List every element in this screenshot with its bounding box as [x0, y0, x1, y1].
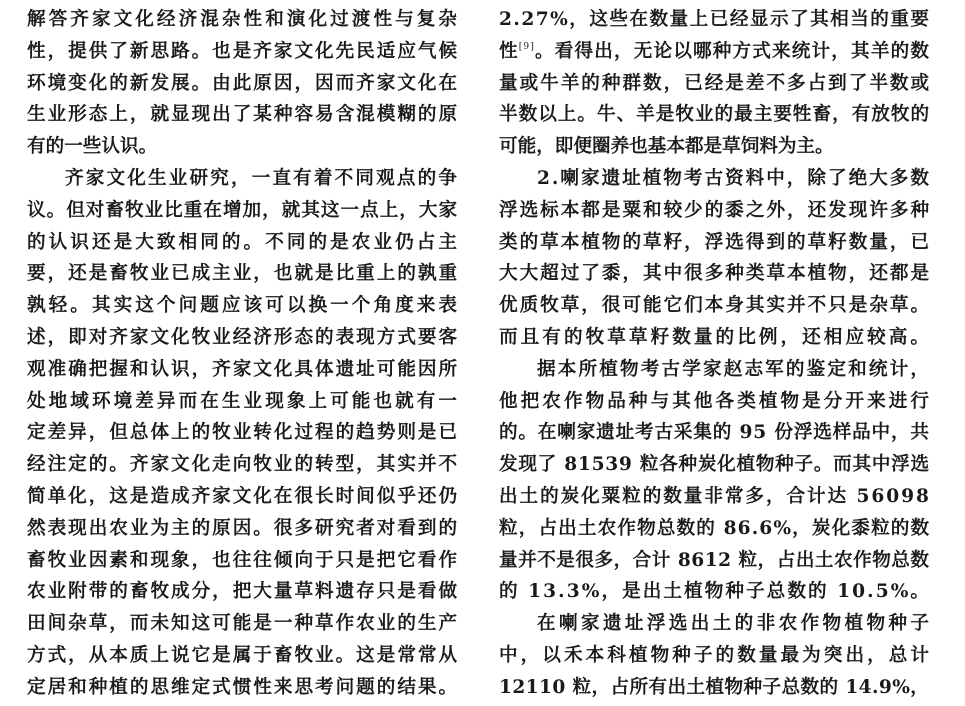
text-line [27, 608, 460, 640]
text-line [499, 640, 933, 672]
line-text-continued: 。看得出，无论以哪种方式来统计，其羊的数 [535, 40, 931, 62]
right-text-column [499, 4, 933, 704]
line-text: 述，即对齐家文化牧业经济形态的表现方式要客 [27, 326, 460, 348]
text-line [499, 481, 929, 513]
text-line [499, 449, 929, 481]
line-text: 生业形态上，就显现出了某种容易含混模糊的原 [27, 104, 460, 126]
line-text: 齐家文化生业研究，一直有着不同观点的争 [65, 167, 460, 189]
line-text: 大大超过了黍，其中很多种类草本植物，还都是 [499, 263, 932, 285]
line-text: 农业附带的畜牧成分，把大量草料遗存只是看做 [27, 581, 460, 603]
text-line [499, 99, 929, 131]
text-line [499, 608, 933, 640]
text-line [499, 672, 929, 704]
text-line [499, 68, 932, 100]
text-line [499, 227, 932, 259]
line-text: 环境变化的新发展。由此原因，因而齐家文化在 [27, 72, 460, 94]
line-text: 他把农作物品种与其他各类植物是分开来进行 [499, 390, 933, 412]
line-text: 发现了 81539 粒各种炭化植物种子。而其中浮选 [499, 454, 930, 476]
line-text: 半数以上。牛、羊是牧业的最主要牲畜，有放牧的 [499, 104, 931, 126]
line-text: 定居和种植的思维定式惯性来思考问题的结果。 [27, 676, 460, 698]
text-line [27, 258, 460, 290]
left-text-column [27, 4, 461, 704]
text-line [27, 672, 460, 704]
line-text: 的。在喇家遗址考古采集的 95 份浮选样品中，共 [499, 422, 930, 444]
text-line [27, 290, 461, 322]
text-line [27, 576, 460, 608]
text-line [499, 4, 929, 36]
text-line [27, 36, 460, 68]
line-text: 要，还是畜牧业已成主业，也就是比重上的孰重 [27, 263, 460, 285]
line-text: 田间杂草，而未知这可能是一种草作农业的生产 [27, 613, 460, 635]
line-text: 有的一些认识。 [27, 136, 158, 158]
line-text: 粒，占出土农作物总数的 86.6%，炭化黍粒的数 [499, 517, 931, 539]
text-line [499, 513, 929, 545]
line-text: 而且有的牧草草籽数量的比例，还相应较高。 [499, 326, 933, 348]
line-text: 12110 粒，占所有出土植物种子总数的 14.9%， [499, 676, 930, 698]
line-text: 观准确把握和认识，齐家文化具体遗址可能因所 [27, 358, 460, 380]
line-text: 性，提供了新思路。也是齐家文化先民适应气候 [27, 40, 460, 62]
line-text: 经注定的。齐家文化走向牧业的转型，其实并不 [27, 454, 460, 476]
line-text: 方式，从本质上说它是属于畜牧业。这是常常从 [27, 644, 460, 666]
text-line [27, 417, 460, 449]
line-text: 议。但对畜牧业比重在增加，就其这一点上，大家 [27, 199, 459, 221]
text-line [27, 68, 460, 100]
line-text: 2.喇家遗址植物考古资料中，除了绝大多数 [537, 167, 931, 189]
line-text: 据本所植物考古学家赵志军的鉴定和统计， [537, 358, 932, 380]
text-line [499, 576, 932, 608]
line-text: 解答齐家文化经济混杂性和演化过渡性与复杂 [27, 9, 461, 30]
line-text: 性 [499, 40, 519, 62]
text-line [499, 258, 932, 290]
line-text: 量或牛羊的种群数，已经是差不多占到了半数或 [499, 72, 932, 94]
line-text: 畜牧业因素和现象，也往往倾向于只是把它看作 [27, 549, 460, 571]
line-text: 简单化，这是造成齐家文化在很长时间似乎还仍 [27, 485, 460, 507]
line-text: 优质牧草，很可能它们本身其实并不只是杂草。 [499, 295, 932, 317]
text-line [499, 386, 933, 418]
text-line [27, 195, 457, 227]
text-line [27, 4, 461, 36]
line-text: 2.27%，这些在数量上已经显示了其相当的重要 [499, 9, 931, 30]
text-line [27, 354, 460, 386]
text-line [27, 131, 457, 163]
line-text: 量并不是很多，合计 8612 粒，占出土农作物总数 [499, 549, 930, 571]
text-line [27, 99, 460, 131]
text-line [499, 290, 932, 322]
text-line [499, 36, 929, 68]
text-line [499, 131, 929, 163]
text-line [27, 640, 460, 672]
line-text: 孰轻。其实这个问题应该可以换一个角度来表 [27, 295, 461, 317]
text-line [499, 163, 929, 195]
text-line [499, 354, 932, 386]
line-text: 在喇家遗址浮选出土的非农作物植物种子 [537, 613, 933, 635]
line-text: 中，以禾本科植物种子的数量最为突出，总计 [499, 644, 933, 666]
text-line [499, 417, 929, 449]
line-text: 的 13.3%，是出土植物种子总数的 10.5%。 [499, 581, 932, 603]
text-line [499, 545, 929, 577]
text-line [27, 386, 461, 418]
text-line [499, 195, 932, 227]
text-line [27, 227, 461, 259]
text-line [27, 449, 460, 481]
line-text: 的认识还是大致相同的。不同的是农业仍占主 [27, 231, 461, 253]
text-line [27, 322, 460, 354]
line-text: 浮选标本都是粟和较少的黍之外，还发现许多种 [499, 199, 932, 221]
line-text: 出土的炭化粟粒的数量非常多，合计达 56098 [499, 485, 931, 507]
text-line [27, 163, 460, 195]
line-text: 定差异，但总体上的牧业转化过程的趋势则是已 [27, 422, 460, 444]
line-text: 可能，即便圈养也基本都是草饲料为主。 [499, 136, 834, 158]
line-text: 处地域环境差异而在生业现象上可能也就有一 [27, 390, 461, 412]
text-line [27, 513, 460, 545]
citation-mark: [9] [518, 41, 535, 52]
text-line [27, 481, 460, 513]
line-text: 然表现出农业为主的原因。很多研究者对看到的 [27, 517, 460, 539]
text-line [27, 545, 460, 577]
text-line [499, 322, 933, 354]
line-text: 类的草本植物的草籽，浮选得到的草籽数量，已 [499, 231, 932, 253]
